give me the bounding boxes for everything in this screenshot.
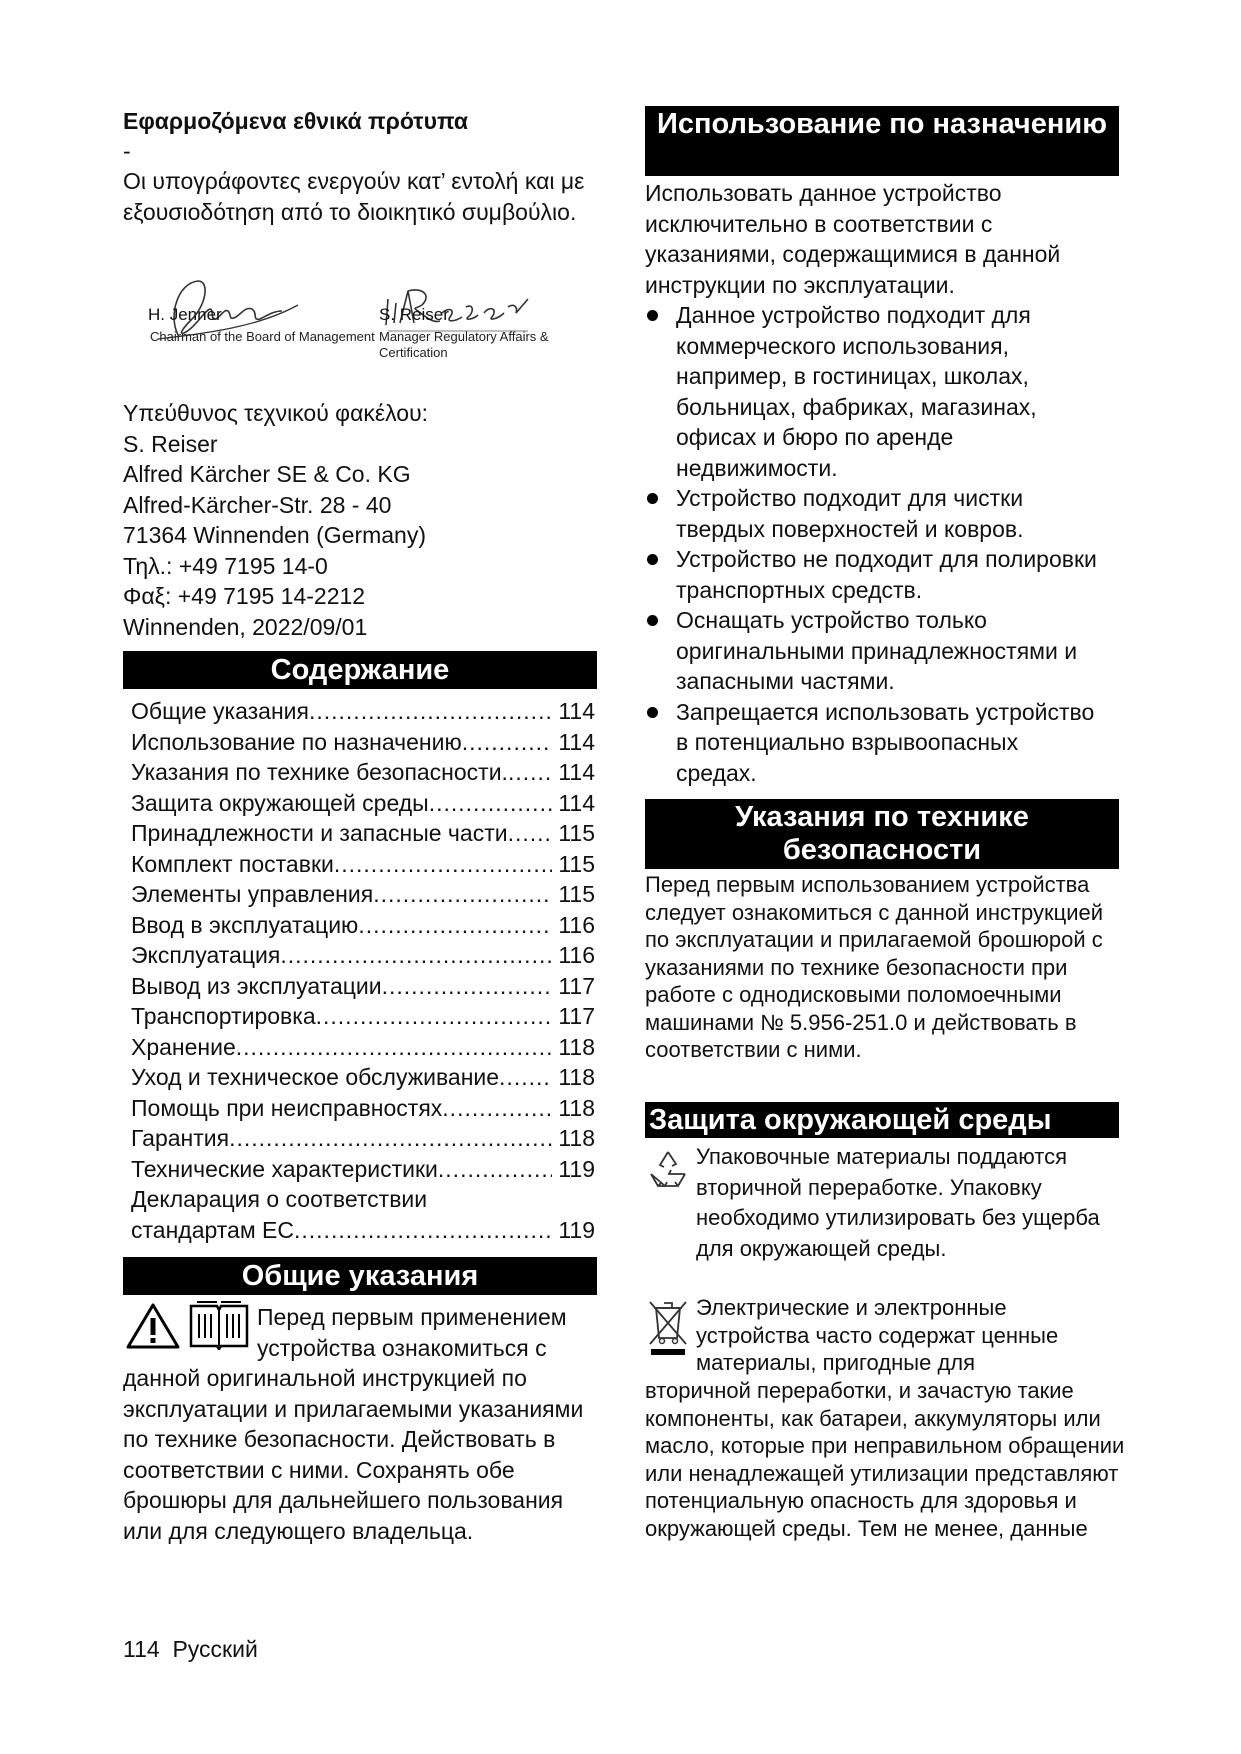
standards-heading: Εφαρμοζόμενα εθνικά πρότυπα [123, 108, 469, 134]
toc-entry-title: стандартам ЕС [131, 1216, 294, 1243]
toc-row[interactable] [131, 849, 595, 880]
toc-dots [508, 818, 553, 849]
signature-role-2: Manager Regulatory Affairs & Certification [379, 329, 549, 360]
toc-row[interactable] [131, 910, 595, 941]
general-intro: Перед первым применением устройства ознакомиться с [257, 1304, 567, 1361]
toc-row[interactable] [131, 1154, 595, 1185]
toc-dots [508, 757, 552, 788]
contact-line: Τηλ.: +49 7195 14-0 [123, 552, 328, 579]
signers-text: Οι υπογράφοντες ενεργούν κατ’ εντολή και με εξουσιοδότηση από το διοικητικό συμβούλιο. [123, 168, 585, 225]
list-item: Данное устройство подходит для коммерческого использования, например, в гостиницах, школах, больницах, фабриках, магазинах, офисах и бюро по аренде недвижимости. [645, 300, 1105, 483]
toc-row[interactable] [131, 696, 595, 727]
toc-page-number: 116 [558, 911, 595, 938]
table-of-contents [131, 696, 595, 1245]
toc-page-number: 114 [558, 759, 595, 785]
toc-page-number: 115 [558, 850, 595, 877]
toc-dots [316, 1001, 553, 1032]
toc-row-declaration-line2[interactable] [131, 1215, 595, 1246]
page-footer [123, 1634, 258, 1664]
contact-line: Υπεύθυνος τεχνικού φακέλου: [123, 400, 429, 426]
list-item: Устройство не подходит для полировки транспортных средств. [645, 544, 1105, 605]
toc-page-number: 116 [558, 942, 595, 968]
toc-row[interactable] [131, 1062, 595, 1093]
toc-entry-title: Вывод из эксплуатации [131, 972, 382, 999]
page-number: 114 [123, 1636, 160, 1662]
toc-dots [442, 1093, 552, 1124]
toc-dots [358, 910, 552, 941]
contact-line: Alfred-Kärcher-Str. 28 - 40 [123, 491, 392, 518]
toc-row[interactable] [131, 757, 595, 788]
toc-page-number: 114 [558, 789, 595, 816]
safety-text: Перед первым использованием устройства следует ознакомиться с данной инструкцией по эксплуатации и прилагаемой брошюрой с указаниями по технике безопасности при работе с однодисковыми поломоечными машинами № 5.956-251.0 и действовать в соответствии с ними. [645, 872, 1104, 1062]
list-item: Устройство подходит для чистки твердых поверхностей и ковров. [645, 483, 1105, 544]
toc-dots [294, 1215, 552, 1246]
safety-title: Указания по технике безопасности [645, 799, 1119, 869]
toc-row[interactable] [131, 788, 595, 819]
toc-dots [382, 971, 553, 1002]
toc-entry-title: Технические характеристики [131, 1155, 438, 1182]
warning-icon [125, 1302, 181, 1350]
toc-page-number: 119 [558, 1155, 595, 1182]
crossed-bin-icon [645, 1298, 691, 1356]
recycling-icon [645, 1148, 691, 1190]
contact-line: Alfred Kärcher SE & Co. KG [123, 461, 411, 487]
contact-line: Φαξ: +49 7195 14-2212 [123, 583, 366, 609]
toc-dots [280, 940, 552, 971]
toc-row-declaration-line1[interactable] [131, 1184, 595, 1215]
toc-page-number: 118 [558, 1125, 595, 1151]
general-title: Общие указания [123, 1257, 597, 1295]
environment-recycle-text: Упаковочные материалы поддаются вторичной переработке. Упаковку необходимо утилизировать без ущерба для окружающей среды. [696, 1144, 1100, 1261]
toc-entry-title: Хранение [131, 1033, 236, 1060]
toc-page-number: 118 [558, 1033, 595, 1060]
toc-entry-title: Уход и техническое обслуживание [131, 1064, 500, 1090]
toc-page-number: 114 [558, 698, 595, 724]
toc-entry-title: Гарантия [131, 1125, 230, 1151]
toc-entry-title: Элементы управления [131, 881, 374, 907]
toc-entry-title: Общие указания [131, 698, 309, 724]
toc-entry-title: Комплект поставки [131, 850, 334, 877]
standards-value: - [123, 138, 131, 164]
footer-language: Русский [172, 1636, 258, 1662]
toc-entry-title: Эксплуатация [131, 942, 281, 968]
general-body: данной оригинальной инструкцией по эксплуатации и прилагаемыми указаниями по технике безопасности. Действовать в соответствии с ними. Сохранять обе брошюры для дальнейшего пользования или для следующего владельца. [123, 1365, 584, 1544]
toc-row[interactable] [131, 940, 595, 971]
intended-use-title: Использование по назначению [645, 106, 1119, 176]
toc-dots [499, 1062, 552, 1093]
toc-dots [334, 849, 552, 880]
toc-row[interactable] [131, 1032, 595, 1063]
toc-dots [462, 727, 553, 758]
list-item: Оснащать устройство только оригинальными принадлежностями и запасными частями. [645, 605, 1105, 697]
toc-dots [373, 879, 552, 910]
toc-page-number: 118 [558, 1094, 595, 1121]
toc-page-number: 115 [558, 820, 595, 846]
environment-title: Защита окружающей среды [645, 1102, 1119, 1138]
toc-row[interactable] [131, 971, 595, 1002]
intended-use-intro: Использовать данное устройство исключительно в соответствии с указаниями, содержащимися в данной инструкции по эксплуатации. [645, 180, 1061, 298]
toc-page-number: 118 [558, 1064, 595, 1090]
toc-row[interactable] [131, 1093, 595, 1124]
toc-entry-title: Принадлежности и запасные части [131, 820, 508, 846]
toc-row[interactable] [131, 818, 595, 849]
toc-page-number: 117 [558, 1003, 595, 1029]
signature-name-1: H. Jenner [148, 305, 222, 324]
toc-entry-title: Помощь при неисправностях [131, 1094, 443, 1121]
toc-row[interactable] [131, 1123, 595, 1154]
environment-weee-body: вторичной переработки, и зачастую такие компоненты, как батареи, аккумуляторы или масло, которые при неправильном обращении или ненадлежащей утилизации представляют потенциальную опасность для здоровья и окружающей среды. Тем не менее, данные [645, 1378, 1125, 1541]
toc-row[interactable] [131, 879, 595, 910]
toc-page-number: 117 [558, 972, 595, 999]
signature-role-1: Chairman of the Board of Management [150, 329, 375, 344]
intended-use-list [645, 300, 1105, 788]
toc-row[interactable] [131, 727, 595, 758]
toc-entry-title: Защита окружающей среды [131, 789, 429, 816]
toc-dots [429, 788, 553, 819]
contact-line: S. Reiser [123, 430, 218, 457]
contact-block [123, 398, 603, 642]
toc-dots [309, 696, 552, 727]
toc-entry-title: Транспортировка [131, 1003, 316, 1029]
toc-page-number: 119 [558, 1216, 595, 1243]
manual-book-icon [187, 1298, 251, 1350]
toc-entry-title: Ввод в эксплуатацию [131, 911, 359, 938]
environment-weee-intro: Электрические и электронные устройства часто содержат ценные материалы, пригодные для [696, 1295, 1059, 1375]
list-item: Запрещается использовать устройство в потенциально взрывоопасных средах. [645, 697, 1105, 789]
toc-page-number: 115 [558, 881, 595, 907]
toc-entry-title: Указания по технике безопасности. [131, 759, 508, 785]
toc-entry-title: Декларация о соответствии [131, 1186, 428, 1212]
toc-page-number: 114 [558, 728, 595, 755]
toc-row[interactable] [131, 1001, 595, 1032]
toc-dots [236, 1032, 553, 1063]
toc-dots [229, 1123, 552, 1154]
toc-dots [438, 1154, 552, 1185]
toc-entry-title: Использование по назначению [131, 728, 462, 755]
signature-block [133, 275, 603, 385]
signature-name-2: S. Reiser [379, 305, 449, 324]
toc-title: Содержание [123, 651, 597, 689]
contact-line: 71364 Winnenden (Germany) [123, 522, 426, 548]
contact-line: Winnenden, 2022/09/01 [123, 613, 368, 640]
